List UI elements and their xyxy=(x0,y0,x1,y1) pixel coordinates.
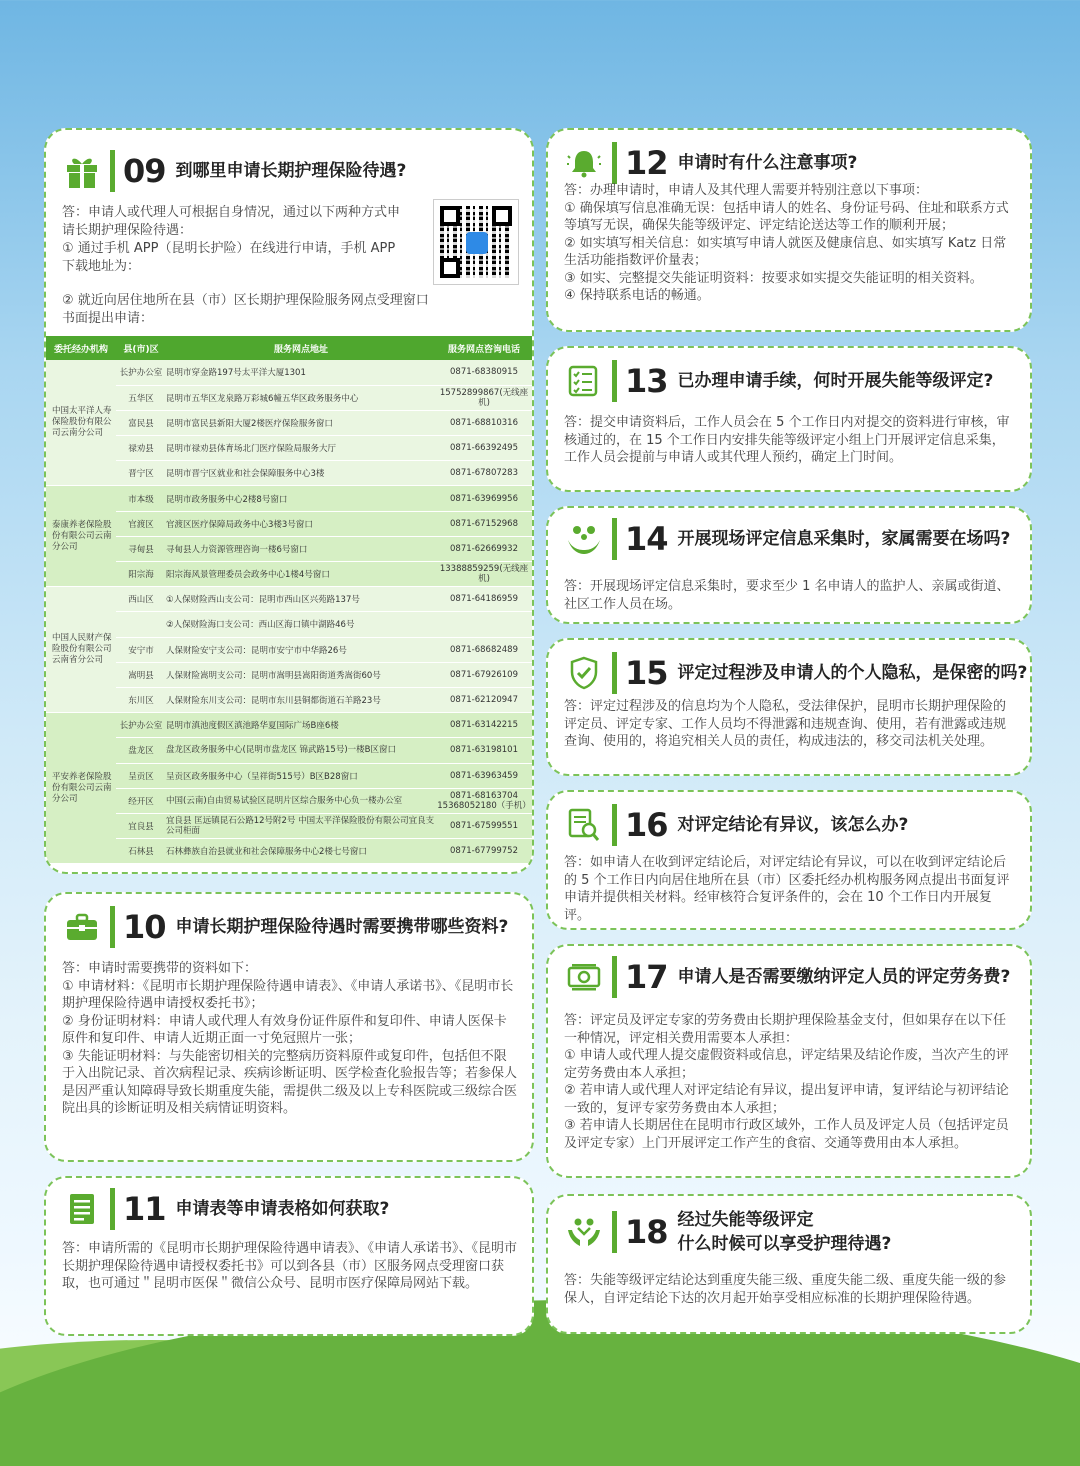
table-header: 委托经办机构 xyxy=(46,336,116,360)
table-cell-phone: 0871-68163704 15368052180（手机） xyxy=(436,788,532,813)
faq-card-15 xyxy=(546,638,1032,776)
question-title: 申请人是否需要缴纳评定人员的评定劳务费? xyxy=(677,967,1011,987)
table-cell-phone: 0871-62669932 xyxy=(436,536,532,561)
table-row xyxy=(46,713,532,738)
document-search-icon xyxy=(564,805,604,845)
question-title-line1: 经过失能等级评定 xyxy=(677,1210,814,1230)
table-cell-address: 中国(云南)自由贸易试验区昆明片区综合服务中心负一楼办公室 xyxy=(166,788,436,813)
table-row xyxy=(46,536,532,561)
table-cell-phone: 0871-67152968 xyxy=(436,511,532,536)
question-number: 12 xyxy=(625,144,668,182)
table-row xyxy=(46,612,532,637)
table-cell-address: 盘龙区政务服务中心(昆明市盘龙区 锦武路15号)一楼B区窗口 xyxy=(166,738,436,763)
table-cell-phone: 0871-66392495 xyxy=(436,436,532,461)
table-cell-phone: 0871-68810316 xyxy=(436,410,532,435)
table-cell-district: 五华区 xyxy=(116,385,166,410)
table-cell-org: 泰康养老保险股份有限公司云南分公司 xyxy=(46,486,116,587)
table-cell-district: 经开区 xyxy=(116,788,166,813)
table-cell-district xyxy=(116,612,166,637)
answer-text: ② 就近向居住地所在县（市）区长期护理保险服务网点受理窗口书面提出申请： xyxy=(62,293,429,326)
table-row xyxy=(46,637,532,662)
table-cell-phone: 0871-67799752 xyxy=(436,839,532,864)
answer-text: 答：评定员及评定专家的劳务费由长期护理保险基金支付，但如果存在以下任一种情况，评定相关费用需要本人承担： ① 申请人或代理人提交虚假资料或信息，评定结果及结论作废，当次产生的评定劳务费由本人承担； ② 若申请人或代理人对评定结论有异议，提出复评申请，复评结论与初评结论一致的，复评专家劳务费由本人承担； ③ 若申请人长期居住在昆明市行政区域外，工作人员及评定人员（包括评定员及评定专家）上门开展评定工作产生的食宿、交通等费用由本人承担。 xyxy=(564,1013,1009,1151)
table-cell-district: 晋宁区 xyxy=(116,461,166,486)
answer-text: 答：申请所需的《昆明市长期护理保险待遇申请表》、《申请人承诺书》、《昆明市长期护理保险待遇申请授权委托书》可以到各县（市）区服务网点受理窗口获取，也可通过＂昆明市医保＂微信公众号、昆明市医疗保障局网站下载。 xyxy=(62,1241,518,1291)
table-row xyxy=(46,385,532,410)
table-cell-address: 寻甸县人力资源管理咨询一楼6号窗口 xyxy=(166,536,436,561)
table-row xyxy=(46,763,532,788)
question-title-line2: 什么时候可以享受护理待遇? xyxy=(677,1234,892,1254)
table-row xyxy=(46,360,532,385)
table-row xyxy=(46,562,532,587)
table-cell-phone: 0871-63963459 xyxy=(436,763,532,788)
table-cell-phone xyxy=(436,612,532,637)
table-cell-district: 市本级 xyxy=(116,486,166,511)
service-outlet-table xyxy=(46,336,532,864)
table-cell-district: 禄劝县 xyxy=(116,436,166,461)
checklist-icon xyxy=(564,361,604,401)
table-cell-phone: 0871-64186959 xyxy=(436,587,532,612)
question-number: 09 xyxy=(123,152,166,190)
question-title: 对评定结论有异议，该怎么办? xyxy=(677,815,909,835)
table-row xyxy=(46,839,532,864)
question-title: 已办理申请手续，何时开展失能等级评定? xyxy=(677,371,994,391)
table-cell-phone: 0871-68682489 xyxy=(436,637,532,662)
table-row xyxy=(46,813,532,838)
answer-text: 答：开展现场评定信息采集时，要求至少 1 名申请人的监护人、亲属或街道、社区工作人员在场。 xyxy=(564,579,1010,612)
table-cell-district: 长护办公室 xyxy=(116,713,166,738)
table-cell-phone: 0871-63969956 xyxy=(436,486,532,511)
question-number: 17 xyxy=(625,958,668,996)
care-hands-icon xyxy=(564,1212,604,1252)
question-number: 10 xyxy=(123,908,166,946)
question-title: 到哪里申请长期护理保险待遇? xyxy=(175,161,407,181)
table-header: 服务网点咨询电话 xyxy=(436,336,532,360)
faq-card-13 xyxy=(546,346,1032,492)
question-number: 14 xyxy=(625,520,668,558)
table-cell-district: 石林县 xyxy=(116,839,166,864)
table-row xyxy=(46,587,532,612)
answer-text: 答：办理申请时，申请人及其代理人需要并特别注意以下事项： ① 确保填写信息准确无误：包括申请人的姓名、身份证号码、住址和联系方式等填写无误，确保失能等级评定、评定结论送达等工作的顺利开展； ② 如实填写相关信息：如实填写申请人就医及健康信息、如实填写 Katz 日常生活功能指数评价量表； ③ 如实、完整提交失能证明资料：按要求如实提交失能证明的相关资料。 ④ 保持联系电话的畅通。 xyxy=(564,183,1009,303)
table-cell-district: 富民县 xyxy=(116,410,166,435)
answer-text: 答：提交申请资料后，工作人员会在 5 个工作日内对提交的资料进行审核，审核通过的，在 15 个工作日内安排失能等级评定小组上门开展评定信息采集，工作人员会提前与申请人或其代理人预约，确定上门时间。 xyxy=(564,415,1010,465)
table-row xyxy=(46,788,532,813)
table-cell-phone: 0871-67807283 xyxy=(436,461,532,486)
table-cell-address: 人保财险东川支公司：昆明市东川县铜都街道石羊路23号 xyxy=(166,687,436,712)
table-cell-district: 呈贡区 xyxy=(116,763,166,788)
table-cell-district: 长护办公室 xyxy=(116,360,166,385)
qr-code xyxy=(434,200,518,284)
table-row xyxy=(46,410,532,435)
table-cell-district: 西山区 xyxy=(116,587,166,612)
table-cell-phone: 0871-62120947 xyxy=(436,687,532,712)
faq-card-10 xyxy=(44,892,534,1162)
table-row xyxy=(46,662,532,687)
table-row xyxy=(46,511,532,536)
table-cell-district: 宜良县 xyxy=(116,813,166,838)
table-cell-org: 中国人民财产保险股份有限公司云南省分公司 xyxy=(46,587,116,713)
table-cell-address: 宜良县 匡远镇昆石公路12号附2号 中国太平洋保险股份有限公司宜良支公司柜面 xyxy=(166,813,436,838)
family-icon xyxy=(564,519,604,559)
table-cell-org: 中国太平洋人寿保险股份有限公司云南分公司 xyxy=(46,360,116,486)
table-cell-district: 阳宗海 xyxy=(116,562,166,587)
table-cell-district: 官渡区 xyxy=(116,511,166,536)
question-number: 15 xyxy=(625,654,668,692)
table-cell-address: 昆明市穿金路197号太平洋大厦1301 xyxy=(166,360,436,385)
table-cell-phone: 0871-68380915 xyxy=(436,360,532,385)
gift-icon xyxy=(62,151,102,191)
table-cell-phone: 13388859259(无线座机) xyxy=(436,562,532,587)
table-cell-address: 呈贡区政务服务中心（呈祥街515号）B区B28窗口 xyxy=(166,763,436,788)
table-cell-district: 嵩明县 xyxy=(116,662,166,687)
question-title: 申请长期护理保险待遇时需要携带哪些资料? xyxy=(175,917,509,937)
table-row xyxy=(46,738,532,763)
table-cell-address: 昆明市晋宁区就业和社会保障服务中心3楼 xyxy=(166,461,436,486)
table-cell-address: 人保财险嵩明支公司：昆明市嵩明县嵩阳街道秀嵩街60号 xyxy=(166,662,436,687)
table-cell-phone: 0871-63142215 xyxy=(436,713,532,738)
answer-text: 答：评定过程涉及的信息均为个人隐私，受法律保护，昆明市长期护理保险的评定员、评定专家、工作人员均不得泄露和违规查询、使用，若有泄露或违规查询、使用的，将追究相关人员的责任，构成违法的，移交司法机关处理。 xyxy=(564,699,1007,749)
table-row xyxy=(46,461,532,486)
table-cell-phone: 0871-67926109 xyxy=(436,662,532,687)
table-cell-phone: 15752899867(无线座机) xyxy=(436,385,532,410)
faq-card-18 xyxy=(546,1194,1032,1334)
question-number: 18 xyxy=(625,1213,668,1251)
table-cell-address: 石林彝族自治县就业和社会保障服务中心2楼七号窗口 xyxy=(166,839,436,864)
table-cell-district: 安宁市 xyxy=(116,637,166,662)
briefcase-icon xyxy=(62,907,102,947)
question-number: 13 xyxy=(625,362,668,400)
shield-icon xyxy=(564,653,604,693)
faq-card-12 xyxy=(546,128,1032,332)
answer-text: 答：如申请人在收到评定结论后，对评定结论有异议，可以在收到评定结论后的 5 个工作日内向居住地所在县（市）区委托经办机构服务网点提出书面复评申请并提供相关材料。经审核符合复评条件的，会在 10 个工作日内开展复评。 xyxy=(564,855,1010,923)
table-cell-address: ②人保财险海口支公司：西山区海口镇中湖路46号 xyxy=(166,612,436,637)
question-number: 11 xyxy=(123,1190,166,1228)
faq-card-11 xyxy=(44,1176,534,1336)
table-cell-address: 昆明市富民县新阳大厦2楼医疗保险服务窗口 xyxy=(166,410,436,435)
table-header: 县(市)区 xyxy=(116,336,166,360)
table-cell-address: 昆明市五华区龙泉路万彩城6幢五华区政务服务中心 xyxy=(166,385,436,410)
table-cell-address: 昆明市政务服务中心2楼8号窗口 xyxy=(166,486,436,511)
faq-card-16 xyxy=(546,790,1032,930)
question-title: 评定过程涉及申请人的个人隐私，是保密的吗? xyxy=(677,663,1028,683)
table-cell-address: 人保财险安宁支公司：昆明市安宁市中华路26号 xyxy=(166,637,436,662)
faq-card-14 xyxy=(546,506,1032,624)
answer-text: ① 通过手机 APP（昆明长护险）在线进行申请，手机 APP 下载地址为： xyxy=(62,241,396,274)
question-number: 16 xyxy=(625,806,668,844)
table-row xyxy=(46,687,532,712)
table-cell-district: 盘龙区 xyxy=(116,738,166,763)
table-cell-address: 昆明市滇池度假区滇池路华夏国际广场B座6楼 xyxy=(166,713,436,738)
answer-text: 答：申请时需要携带的资料如下： ① 申请材料：《昆明市长期护理保险待遇申请表》、《申请人承诺书》、《昆明市长期护理保险待遇申请授权委托书》； ② 身份证明材料：申请人或代理人有效身份证件原件和复印件、申请人医保卡原件和复印件、申请人近期正面一寸免冠照片一张； ③ 失能证明材料：与失能密切相关的完整病历资料原件或复印件，包括但不限于入出院记录、首次病程记录、疾病诊断证明、医学检查化验报告等；若参保人是因严重认知障碍导致长期重度失能，需提供二级及以上专科医院或三级综合医院出具的诊断证明及相关病情证明资料。 xyxy=(62,961,518,1116)
table-cell-address: 昆明市禄劝县体育场北门医疗保险局服务大厅 xyxy=(166,436,436,461)
answer-text: 答：申请人或代理人可根据自身情况，通过以下两种方式申请长期护理保险待遇： xyxy=(62,205,401,238)
table-cell-address: 阳宗海风景管理委员会政务中心1楼4号窗口 xyxy=(166,562,436,587)
table-cell-org: 平安养老保险股份有限公司云南分公司 xyxy=(46,713,116,864)
table-cell-district: 东川区 xyxy=(116,687,166,712)
table-cell-phone: 0871-67599551 xyxy=(436,813,532,838)
form-icon xyxy=(62,1189,102,1229)
table-cell-district: 寻甸县 xyxy=(116,536,166,561)
faq-card-09 xyxy=(44,128,534,874)
table-cell-address: 官渡区医疗保障局政务中心3楼3号窗口 xyxy=(166,511,436,536)
table-cell-phone: 0871-63198101 xyxy=(436,738,532,763)
answer-text: 答：失能等级评定结论达到重度失能三级、重度失能二级、重度失能一级的参保人，自评定结论下达的次月起开始享受相应标准的长期护理保险待遇。 xyxy=(564,1273,1007,1306)
table-cell-address: ①人保财险西山支公司：昆明市西山区兴苑路137号 xyxy=(166,587,436,612)
question-title: 开展现场评定信息采集时，家属需要在场吗? xyxy=(677,529,1011,549)
question-title: 申请表等申请表格如何获取? xyxy=(175,1199,390,1219)
faq-card-17 xyxy=(546,944,1032,1178)
table-row xyxy=(46,436,532,461)
bell-icon xyxy=(564,143,604,183)
money-icon xyxy=(564,957,604,997)
question-title: 申请时有什么注意事项? xyxy=(677,153,858,173)
table-header: 服务网点地址 xyxy=(166,336,436,360)
table-row xyxy=(46,486,532,511)
